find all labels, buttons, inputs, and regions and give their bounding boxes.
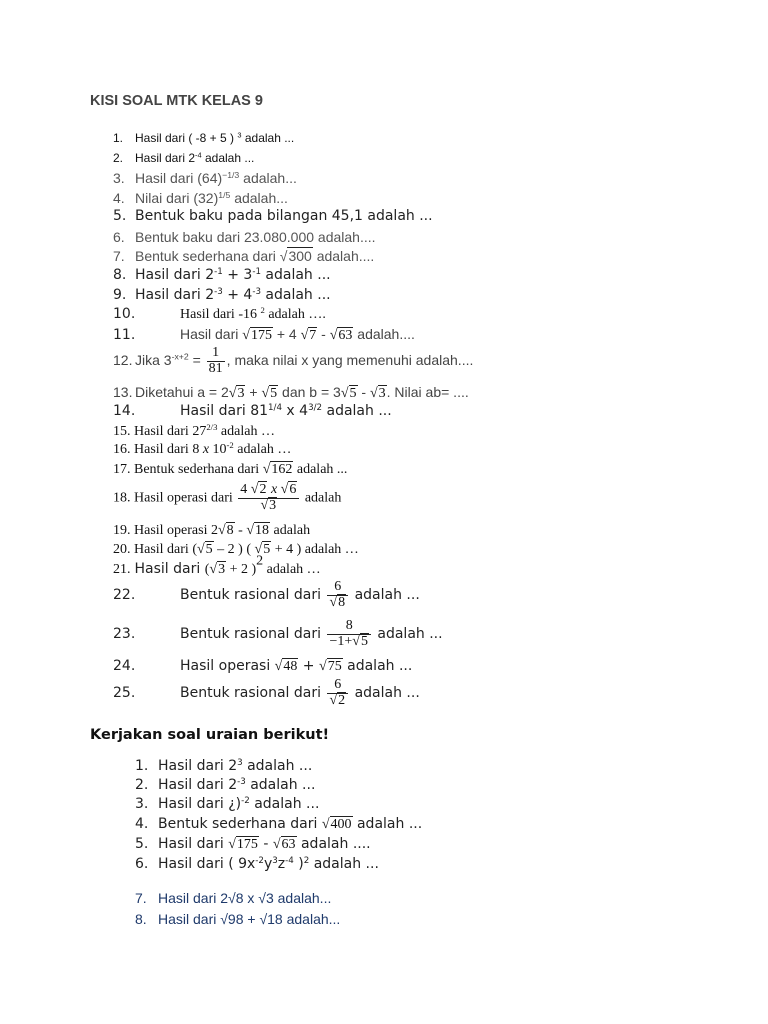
essay-number: 4.	[135, 816, 149, 832]
question-text-end: , maka nilai x yang memenuhi adalah....	[226, 351, 474, 368]
question-21	[113, 553, 321, 578]
question-number: 18.	[113, 490, 131, 506]
essay-text: Hasil dari	[158, 836, 229, 852]
square-root: √18	[246, 523, 270, 538]
question-text-end: adalah ...	[350, 587, 420, 604]
radicand: 7	[309, 328, 317, 343]
question-text: Hasil dari 2	[135, 151, 196, 165]
question-number: 7.	[113, 248, 125, 264]
essay-text-mid: z	[277, 856, 286, 872]
square-root: √5	[352, 633, 368, 649]
question-20	[113, 542, 359, 558]
exponent: 3	[237, 757, 243, 768]
question-text-mid: + 3	[222, 267, 253, 283]
question-text-mid: + 4	[222, 287, 253, 303]
radicand: 63	[281, 837, 296, 852]
question-23	[113, 619, 443, 649]
radicand: 400	[330, 817, 352, 832]
question-number: 14.	[113, 403, 136, 419]
square-root: √2	[329, 692, 346, 708]
question-text: Hasil operasi 2	[134, 523, 218, 538]
exponent: -4	[285, 855, 294, 866]
essay-text: Hasil dari ¿)	[158, 796, 242, 812]
square-root: √162	[262, 462, 293, 477]
essay-text: Bentuk sederhana dari	[158, 816, 322, 832]
page-title: KISI SOAL MTK KELAS 9	[90, 93, 263, 109]
question-17	[113, 462, 347, 478]
fraction	[327, 580, 348, 610]
exponent: 1/4	[268, 402, 282, 413]
question-text: Hasil dari	[134, 561, 205, 577]
question-text: Hasil dari -16	[180, 307, 261, 322]
denominator	[327, 693, 348, 709]
exponent: -1	[252, 266, 261, 277]
question-text-end: adalah ...	[260, 267, 331, 283]
question-13	[113, 384, 469, 402]
exponent: 1/5	[218, 189, 231, 200]
square-root: √3	[228, 386, 245, 401]
question-text-end: adalah....	[353, 326, 415, 342]
question-text-mid: -	[357, 384, 370, 400]
radicand: 2	[259, 482, 267, 497]
radicand: 3	[378, 386, 386, 401]
denominator	[238, 498, 299, 514]
essay-8	[135, 911, 340, 927]
numerator: 8	[345, 618, 353, 633]
question-number: 13.	[113, 384, 133, 400]
radicand: 8	[338, 594, 346, 610]
question-number: 17.	[113, 462, 131, 477]
radicand: 3	[237, 386, 245, 401]
essay-text-end: adalah ...	[245, 777, 316, 793]
question-14	[113, 403, 392, 419]
exponent: 2	[260, 304, 265, 315]
question-11	[113, 326, 415, 344]
question-9	[113, 287, 331, 303]
question-7	[113, 248, 374, 264]
question-number: 10.	[113, 306, 136, 322]
question-number: 3.	[113, 170, 125, 186]
square-root: √63	[329, 328, 353, 343]
equals-sign: =	[188, 351, 205, 368]
exponent: −1/3	[222, 169, 240, 180]
question-text-mid: +	[298, 658, 319, 674]
question-number: 15.	[113, 424, 131, 439]
question-number: 24.	[113, 658, 136, 674]
numerator: 1	[212, 345, 220, 360]
question-text: Bentuk baku dari 23.080.000 adalah....	[135, 229, 376, 245]
question-text-end: adalah...	[230, 190, 288, 206]
question-text-end: adalah ...	[350, 685, 420, 702]
question-number: 2.	[113, 151, 124, 165]
question-number: 11.	[113, 327, 136, 343]
square-root: √5	[261, 386, 278, 401]
square-root: √8	[329, 594, 346, 610]
essay-text: Hasil dari 2√8 x √3 adalah...	[158, 890, 332, 906]
question-text: Bentuk sederhana dari	[135, 248, 280, 264]
question-text-mid: + 4	[272, 326, 301, 342]
radicand: 175	[236, 837, 258, 852]
essay-5	[135, 836, 371, 853]
question-text-end: adalah ...	[201, 151, 255, 165]
question-text-end: adalah …	[263, 562, 321, 577]
exponent: -3	[214, 286, 223, 297]
essay-number: 8.	[135, 911, 147, 927]
exponent: -x+2	[171, 351, 189, 362]
exponent: 2/3	[206, 421, 218, 432]
times-sign: x	[267, 482, 281, 497]
question-text-end: adalah ...	[322, 403, 392, 419]
square-root: √8	[217, 523, 234, 538]
question-number: 12.	[113, 351, 133, 368]
question-19	[113, 523, 310, 539]
radicand: 6	[289, 482, 297, 497]
question-24	[113, 658, 412, 675]
numerator: 6	[334, 677, 342, 692]
question-text: Hasil dari (	[134, 542, 197, 557]
essay-text-end: adalah ...	[309, 856, 379, 872]
question-number: 9.	[113, 287, 127, 303]
question-5	[113, 208, 433, 224]
radicand: 18	[255, 523, 270, 538]
question-text-mid: x 4	[281, 403, 309, 419]
question-text-end: . Nilai ab= ....	[386, 384, 469, 400]
question-number: 23.	[113, 626, 136, 643]
square-root: √48	[274, 659, 298, 674]
square-root: √5	[254, 542, 271, 557]
square-root: √3	[209, 562, 226, 577]
essay-number: 3.	[135, 796, 149, 812]
question-16	[113, 439, 292, 458]
essay-6	[135, 856, 379, 872]
question-text: Hasil dari (64)	[135, 170, 223, 186]
square-root: √400	[321, 817, 352, 832]
radicand: 5	[360, 633, 368, 649]
essay-3	[135, 796, 319, 812]
denominator	[327, 595, 348, 611]
exponent: -4	[195, 150, 202, 160]
question-10	[113, 306, 326, 323]
question-text-mid: -	[317, 326, 330, 342]
essay-number: 2.	[135, 777, 149, 793]
exponent: 3	[272, 855, 278, 866]
exponent: -1	[214, 266, 223, 277]
fraction	[327, 619, 370, 649]
square-root: √63	[272, 837, 296, 852]
question-text-end: adalah ….	[264, 307, 326, 322]
square-root: √3	[369, 386, 386, 401]
question-3	[113, 170, 297, 186]
question-text: Hasil dari 2	[135, 267, 215, 283]
essay-text-end: adalah ...	[242, 758, 313, 774]
question-12	[113, 346, 473, 376]
question-text-end: adalah ...	[342, 658, 413, 674]
radicand: 8	[226, 523, 234, 538]
question-number: 6.	[113, 229, 125, 245]
radicand: 5	[270, 386, 278, 401]
question-8	[113, 267, 331, 283]
radicand: 300	[288, 248, 312, 264]
denominator: 81	[208, 360, 223, 376]
radicand: 48	[283, 659, 298, 674]
radicand: 2	[338, 692, 346, 708]
question-text-end: + 4 ) adalah …	[271, 542, 359, 557]
question-text-end: adalah	[270, 523, 311, 538]
question-15	[113, 421, 275, 440]
question-text-end: adalah	[301, 490, 342, 506]
question-text: Hasil dari 8	[134, 442, 203, 457]
question-text-end: adalah ...	[241, 131, 295, 145]
radicand: 63	[338, 328, 353, 343]
essay-4	[135, 816, 422, 833]
square-root: √2	[250, 482, 267, 497]
question-number: 8.	[113, 267, 127, 283]
question-text: Bentuk baku pada bilangan 45,1 adalah ...	[135, 208, 433, 224]
question-text: Diketahui a = 2	[135, 384, 229, 400]
essay-2	[135, 777, 315, 793]
question-25	[113, 678, 420, 708]
question-text-end: adalah …	[233, 442, 292, 457]
question-number: 16.	[113, 442, 131, 457]
question-2	[113, 151, 254, 165]
question-text-mid: -	[234, 523, 247, 538]
exponent: -3	[252, 286, 261, 297]
square-root: √3	[260, 497, 277, 513]
question-number: 19.	[113, 523, 131, 538]
question-text-end: adalah ...	[260, 287, 331, 303]
question-text-mid: – 2 ) (	[213, 542, 255, 557]
open-paren: (	[204, 562, 210, 577]
essay-text: Hasil dari 2	[158, 777, 238, 793]
numerator: 6	[334, 579, 342, 594]
radicand: 5	[205, 542, 213, 557]
essay-text-end: adalah ...	[249, 796, 320, 812]
exponent: 2	[256, 553, 264, 569]
essay-text-mid: )	[293, 856, 304, 872]
question-number: 5.	[113, 208, 127, 224]
radicand: 162	[271, 462, 293, 477]
square-root: √175	[228, 837, 258, 852]
question-number: 4.	[113, 190, 125, 206]
exponent: 3/2	[308, 402, 323, 413]
question-text: Hasil dari 2	[135, 287, 215, 303]
exponent: -3	[237, 776, 246, 787]
exponent: -2	[255, 855, 264, 866]
radicand: 175	[250, 328, 272, 343]
question-22	[113, 580, 420, 610]
question-text-mid: dan b = 3	[278, 384, 341, 400]
essay-7	[135, 890, 331, 906]
radicand: 3	[218, 562, 226, 577]
question-text-mid: +	[245, 384, 262, 400]
question-text: Bentuk sederhana dari	[134, 462, 263, 477]
question-number: 20.	[113, 542, 131, 557]
question-text-mid: 10	[209, 442, 227, 457]
question-text: Hasil dari 81	[180, 403, 269, 419]
exponent: 2	[303, 855, 310, 866]
question-number: 22.	[113, 587, 136, 604]
question-text-end: adalah....	[312, 248, 375, 264]
times-sign: x	[202, 442, 210, 457]
radicand: 3	[269, 497, 277, 513]
question-text-end: adalah …	[217, 424, 275, 439]
essay-text: Hasil dari √98 + √18 adalah...	[158, 911, 341, 927]
essay-text: Hasil dari ( 9x	[158, 856, 256, 872]
question-text: Nilai dari (32)	[135, 190, 219, 206]
fraction	[327, 678, 348, 708]
question-text: Hasil dari ( -8 + 5 )	[135, 131, 238, 145]
essay-number: 5.	[135, 836, 149, 852]
essay-text-end: adalah ....	[296, 836, 371, 852]
denominator	[327, 634, 370, 650]
denominator-text: −1+	[329, 633, 353, 649]
question-text: Bentuk rasional dari	[180, 587, 326, 604]
essay-text-mid: -	[258, 836, 273, 852]
question-text-end: adalah...	[239, 170, 297, 186]
question-text: Jika 3	[135, 351, 172, 368]
numerator	[238, 483, 299, 498]
essay-text: Hasil dari 2	[158, 758, 238, 774]
question-text: Bentuk rasional dari	[180, 626, 326, 643]
question-text: Bentuk rasional dari	[180, 685, 326, 702]
fraction	[207, 346, 225, 376]
essay-number: 1.	[135, 758, 149, 774]
question-text-end: adalah ...	[293, 462, 348, 477]
question-18	[113, 483, 341, 513]
radicand: 75	[327, 659, 342, 674]
square-root: √175	[242, 328, 272, 343]
radicand: 5	[349, 386, 357, 401]
essay-number: 7.	[135, 890, 147, 906]
exponent: -2	[241, 795, 250, 806]
square-root: √300	[279, 248, 312, 264]
essay-number: 6.	[135, 856, 149, 872]
fraction	[238, 483, 299, 513]
square-root: √6	[280, 482, 297, 497]
question-6	[113, 229, 376, 245]
square-root: √75	[319, 659, 342, 674]
question-text: Hasil operasi dari	[134, 490, 237, 506]
question-4	[113, 190, 288, 206]
question-text: Hasil operasi	[180, 658, 275, 674]
question-1	[113, 131, 294, 145]
exponent: -2	[226, 439, 234, 450]
essay-1	[135, 758, 312, 774]
essay-text-end: adalah ...	[352, 816, 423, 832]
square-root: √5	[340, 386, 357, 401]
question-number: 1.	[113, 131, 124, 145]
question-text-end: adalah ...	[372, 626, 443, 643]
section-title: Kerjakan soal uraian berikut!	[90, 727, 330, 743]
square-root: √7	[300, 328, 317, 343]
square-root: √5	[196, 542, 213, 557]
question-text-mid: + 2 )	[226, 562, 257, 577]
radicand: 5	[263, 542, 271, 557]
exponent: 3	[237, 130, 242, 140]
question-number: 21.	[113, 562, 131, 577]
question-text: Hasil dari	[180, 326, 243, 342]
essay-text-mid: y	[263, 856, 273, 872]
numerator-coefficient: 4	[240, 482, 251, 497]
question-number: 25.	[113, 685, 136, 702]
question-text: Hasil dari 27	[134, 424, 207, 439]
